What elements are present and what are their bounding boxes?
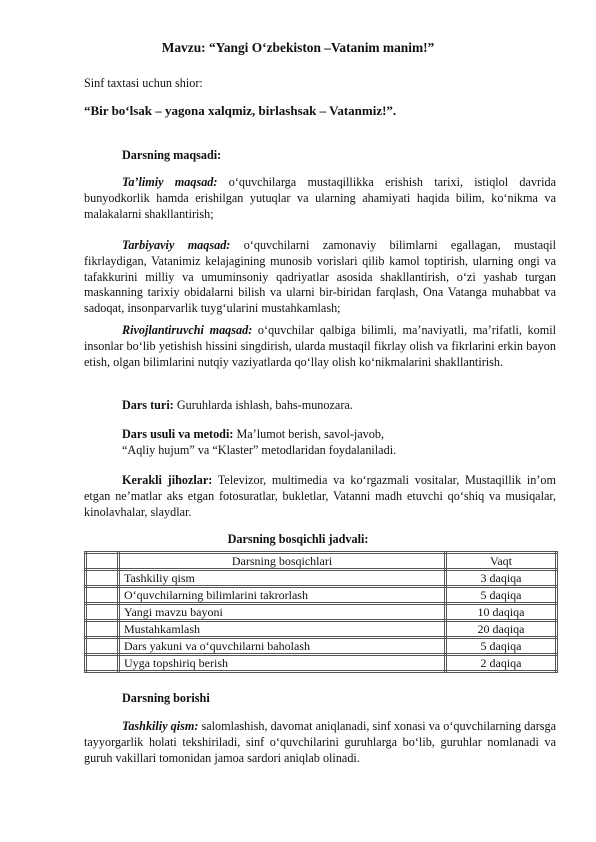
goal-tarbiyaviy <box>84 238 556 317</box>
goal-text: o‘quvchilarga mustaqillikka erishish tarixi, istiqlol davrida bunyodkorlik hamda erishilgan yutuqlar va ularning ahamiyati haqida bilim, ko‘nikma va malakalarni shakllantirish; <box>84 175 556 221</box>
shior-text: “Bir bo‘lsak – yagona xalqmiz, birlashsak – Vatanmiz!”. <box>84 103 397 118</box>
shior-label: Sinf taxtasi uchun shior: <box>84 76 203 90</box>
dars-turi-label: Dars turi: <box>122 398 174 412</box>
dars-usuli <box>122 427 384 443</box>
table-row <box>86 655 557 672</box>
goal-label: Ta’limiy maqsad: <box>122 175 218 189</box>
borishi-heading: Darsning borishi <box>122 691 210 705</box>
row-number-cell <box>86 587 119 604</box>
time-cell: 2 daqiqa <box>446 655 557 672</box>
time-cell: 5 daqiqa <box>446 638 557 655</box>
jihozlar-label: Kerakli jihozlar: <box>122 473 213 487</box>
table-header-row <box>86 553 557 570</box>
table-row <box>86 570 557 587</box>
maqsad-heading: Darsning maqsadi: <box>122 148 222 162</box>
table-row <box>86 638 557 655</box>
header-cell-stages: Darsning bosqichlari <box>119 553 446 570</box>
table-row <box>86 604 557 621</box>
table-row <box>86 587 557 604</box>
row-number-cell <box>86 655 119 672</box>
jihozlar <box>84 473 556 520</box>
table-row <box>86 621 557 638</box>
time-cell: 20 daqiqa <box>446 621 557 638</box>
goal-rivojlantiruvchi <box>84 323 556 370</box>
schedule-table <box>84 551 558 673</box>
stage-cell: Mustahkamlash <box>119 621 446 638</box>
dars-usuli-text: Ma’lumot berish, savol-javob, <box>233 427 385 441</box>
time-cell: 10 daqiqa <box>446 604 557 621</box>
time-cell: 3 daqiqa <box>446 570 557 587</box>
row-number-cell <box>86 621 119 638</box>
dars-turi <box>122 398 353 414</box>
page-title: Mavzu: “Yangi O‘zbekiston –Vatanim manim!” <box>161 40 435 55</box>
goal-text: o‘quvchilar qalbiga bilimli, ma’naviyatli, ma’rifatli, komil insonlar bo‘lib yetishish hissini singdirish, ularda mustaqil fikrlay olish va fikrlarini erkin bayon etish, olgan bilimlarini nutqiy vaziyatlarda qo‘llay olish ko‘nikmalarini shakllantirish. <box>84 323 556 369</box>
goal-talimiy <box>84 175 556 222</box>
dars-usuli-line2: “Aqliy hujum” va “Klaster” metodlaridan foydalaniladi. <box>122 443 397 457</box>
dars-usuli-label: Dars usuli va metodi: <box>122 427 234 441</box>
tashkiliy-label: Tashkiliy qism: <box>122 719 199 733</box>
header-cell-time: Vaqt <box>446 553 557 570</box>
stage-cell: Yangi mavzu bayoni <box>119 604 446 621</box>
time-cell: 5 daqiqa <box>446 587 557 604</box>
goal-label: Tarbiyaviy maqsad: <box>122 238 231 252</box>
tashkiliy-text: salomlashish, davomat aniqlanadi, sinf xonasi va o‘quvchilarning darsga tayyorgarlik holati tekshiriladi, sinf o‘quvchilarini guruhlarga bo‘lib, guruhlar nomlanadi va guruh vakillari tomonidan jamoa sardori aniqlab olinadi. <box>84 719 556 765</box>
stage-cell: O‘quvchilarning bilimlarini takrorlash <box>119 587 446 604</box>
row-number-cell <box>86 570 119 587</box>
dars-turi-text: Guruhlarda ishlash, bahs-munozara. <box>173 398 353 412</box>
row-number-cell <box>86 604 119 621</box>
header-cell-blank <box>86 553 119 570</box>
tashkiliy-qism <box>84 719 556 766</box>
table-caption: Darsning bosqichli jadvali: <box>227 532 369 546</box>
goal-label: Rivojlantiruvchi maqsad: <box>122 323 253 337</box>
stage-cell: Dars yakuni va o‘quvchilarni baholash <box>119 638 446 655</box>
goal-text: o‘quvchilarni zamonaviy bilimlarni egallagan, mustaqil fikrlaydigan, Vatanimiz kelajagining munosib vorislari qilib kamol toptirish, ularning ongi va tafakkurini milliy va umuminsoniy qadriyatlar asosida shakllantirish, o‘zi yashab turgan maskanning tarixiy obidalarni bilish va ularni bir-biridan farqlash, Ona Vatanga muhabbat va sadoqat, insonparvarlik tuyg‘ularini mustahkamlash; <box>84 238 556 316</box>
stage-cell: Uyga topshiriq berish <box>119 655 446 672</box>
row-number-cell <box>86 638 119 655</box>
jihozlar-text: Televizor, multimedia va ko‘rgazmali vositalar, Mustaqillik in’om etgan ne’matlar aks etgan fotosuratlar, bukletlar, Vatanni madh etuvchi qo‘shiq va musiqalar, kinolavhalar, slaydlar. <box>84 473 556 519</box>
stage-cell: Tashkiliy qism <box>119 570 446 587</box>
